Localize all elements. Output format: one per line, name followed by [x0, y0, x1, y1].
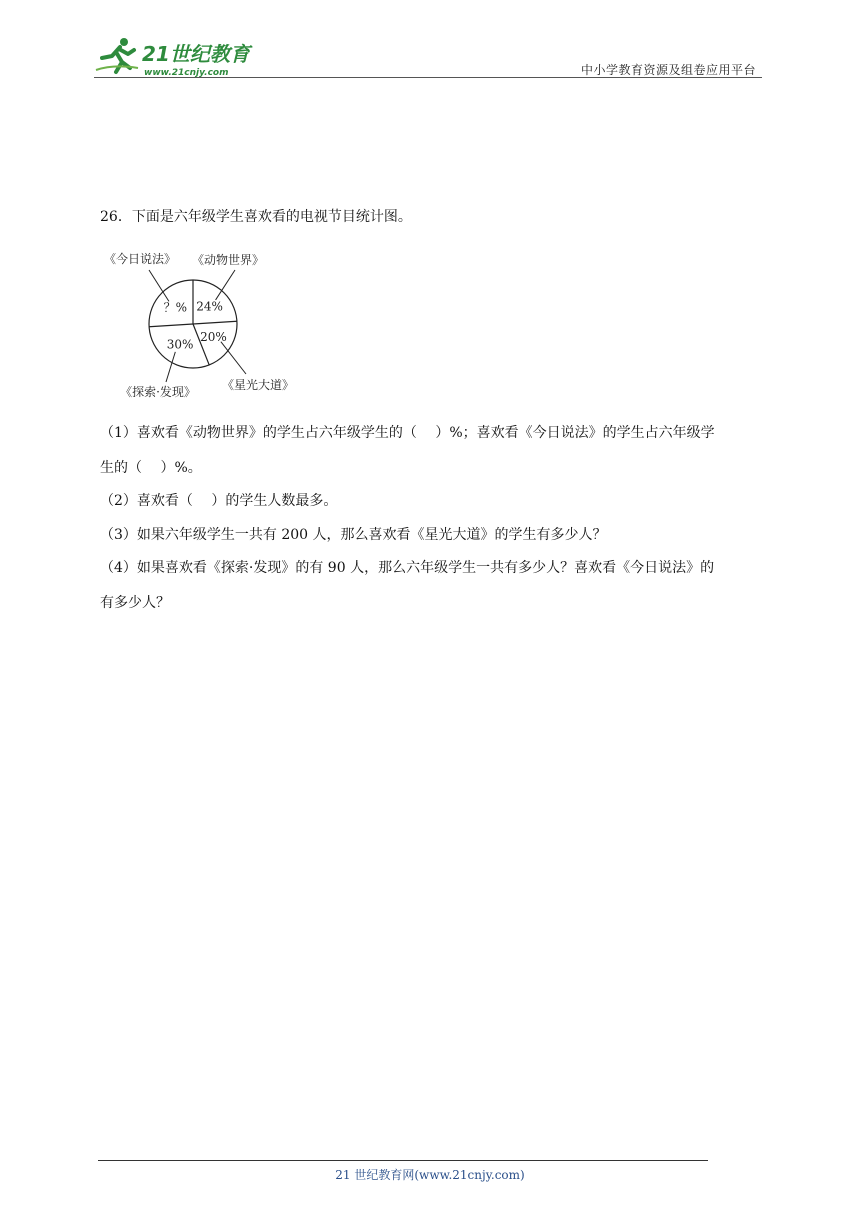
- platform-name: 中小学教育资源及组卷应用平台: [580, 63, 756, 77]
- pie-leader-line: [166, 352, 175, 382]
- logo-url: www.21cnjy.com: [144, 68, 229, 78]
- footer-divider: [98, 1160, 708, 1161]
- page-header: [94, 30, 762, 78]
- question-part-4-cont: 有多少人？: [100, 595, 170, 611]
- question-part-4: （4）如果喜欢看《探索·发现》的有 90 人，那么六年级学生一共有多少人？喜欢看《今日说法》的: [100, 560, 715, 576]
- footer-text: 21 世纪教育网(www.21cnjy.com): [335, 1168, 525, 1182]
- runner-icon: [96, 38, 138, 72]
- pie-slice-label: 《今日说法》: [103, 252, 177, 266]
- header-divider: [94, 77, 762, 78]
- pie-slice-boundary: [193, 321, 237, 324]
- pie-slice-value: 24%: [196, 299, 223, 314]
- pie-slice-label: 《探索·发现》: [120, 385, 196, 399]
- pie-slices: [149, 270, 246, 382]
- pie-slice-value: ？%: [163, 300, 188, 315]
- pie-slice-value: 30%: [166, 337, 194, 352]
- question-part-1-cont: 生的（ ）%。: [100, 460, 202, 476]
- pie-labels: [104, 251, 294, 399]
- pie-slice-boundary: [149, 324, 193, 327]
- site-logo: [94, 34, 264, 78]
- question-part-1: （1）喜欢看《动物世界》的学生占六年级学生的（ ）%；喜欢看《今日说法》的学生占六年级学: [100, 425, 715, 441]
- question-part-3: （3）如果六年级学生一共有 200 人，那么喜欢看《星光大道》的学生有多少人？: [100, 527, 607, 543]
- pie-slice-label: 《动物世界》: [191, 253, 265, 267]
- question-title: 26．下面是六年级学生喜欢看的电视节目统计图。: [100, 209, 412, 225]
- pie-slice-value: 20%: [200, 329, 227, 344]
- question-part-2: （2）喜欢看（ ）的学生人数最多。: [100, 493, 338, 509]
- pie-leader-line: [216, 270, 235, 300]
- logo-text: 21世纪教育: [142, 42, 250, 66]
- pie-chart: [100, 240, 320, 410]
- pie-leader-line: [221, 342, 246, 374]
- pie-slice-label: 《星光大道》: [221, 378, 295, 392]
